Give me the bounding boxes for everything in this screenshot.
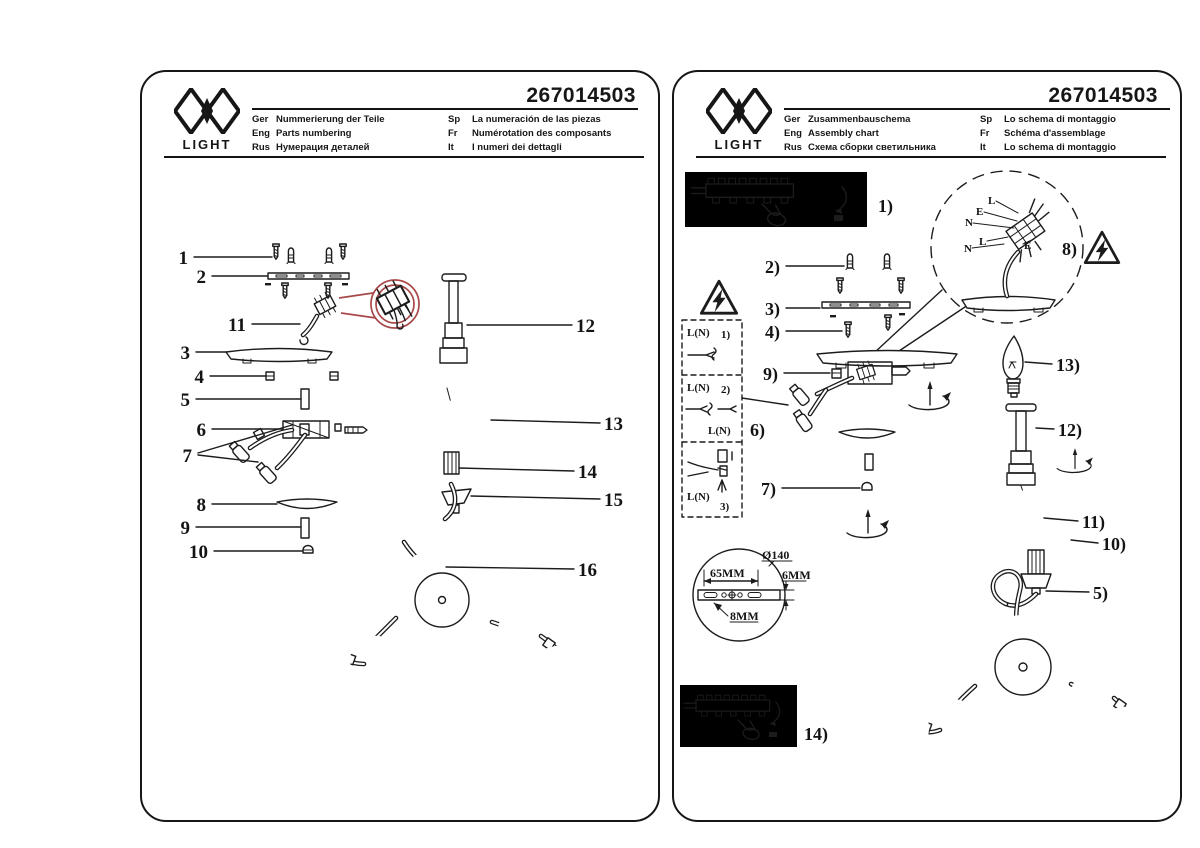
part-label-9: 9 <box>180 518 190 539</box>
lang-text: Нумерация деталей <box>276 142 370 153</box>
wire-ln-label: L(N) <box>687 327 710 339</box>
part-label-14: 14 <box>578 462 597 483</box>
part-9-tube-drawing <box>181 518 310 539</box>
mains-connection-detail <box>931 171 1083 323</box>
part-15-holder-drawing <box>442 489 623 513</box>
step-label-6: 6) <box>750 420 765 440</box>
lang-text: Numérotation des composants <box>472 128 612 139</box>
model-number: 267014503 <box>526 84 636 107</box>
dim-65mm: 65MM <box>710 566 745 580</box>
dish-and-stem <box>839 429 895 470</box>
step-3-bar <box>765 278 910 330</box>
lang-text: Схема сборки светильника <box>808 142 936 153</box>
part-10-cap-drawing <box>189 542 313 563</box>
step-label-10: 10) <box>1102 534 1126 554</box>
assembly-diagram <box>674 72 1180 820</box>
step-label-9: 9) <box>763 364 778 384</box>
part-label-15: 15 <box>604 490 623 511</box>
dim-6mm: 6MM <box>782 568 811 582</box>
rotation-arrow-icon <box>847 509 889 538</box>
step-label-13: 13) <box>1056 355 1080 375</box>
part-label-3: 3 <box>180 343 190 364</box>
part-label-4: 4 <box>194 367 204 388</box>
part-label-12: 12 <box>576 316 595 337</box>
step-label-3: 3) <box>765 299 780 319</box>
step-label-12: 12) <box>1058 420 1082 440</box>
part-label-1: 1 <box>178 248 188 269</box>
lang-tag: Ger <box>252 114 269 125</box>
part-3-canopy-drawing <box>181 343 333 364</box>
step-label-7: 7) <box>761 479 776 499</box>
lang-tag: Fr <box>448 128 458 139</box>
step-label-2: 2) <box>765 257 780 277</box>
step-2-anchors <box>765 254 891 278</box>
lang-tag: Sp <box>448 114 461 125</box>
wire-n-label: N <box>964 243 972 255</box>
dim-8mm: 8MM <box>730 609 759 623</box>
part-11-wire-drawing <box>228 279 419 344</box>
step-label-1: 1) <box>878 196 893 216</box>
step-label-4: 4) <box>765 322 780 342</box>
warning-triangle-icon <box>1085 232 1119 262</box>
lang-text: Nummerierung der Teile <box>276 114 385 125</box>
step-13-bulb <box>1003 336 1080 397</box>
part-label-13: 13 <box>604 414 623 435</box>
step-9-wiring <box>742 360 910 441</box>
rotation-arrow-icon <box>1057 448 1093 472</box>
lang-tag: Rus <box>784 142 802 153</box>
assembled-fixture-drawing <box>836 615 1178 798</box>
step-1-terminal-box <box>685 172 893 231</box>
part-label-16: 16 <box>578 560 597 581</box>
lang-text: Parts numbering <box>276 128 352 139</box>
lang-text: Zusammenbauschema <box>808 114 911 125</box>
lang-text: Lo schema di montaggio <box>1004 142 1116 153</box>
dim-diameter: Ø140 <box>762 548 790 562</box>
logo-word: LIGHT <box>182 137 232 152</box>
lang-tag: Fr <box>980 128 990 139</box>
part-label-11: 11 <box>228 315 246 336</box>
step-label-3b: 3) <box>720 501 730 513</box>
part-8-dish-drawing <box>197 495 338 516</box>
lang-tag: Ger <box>784 114 801 125</box>
lang-text: I numeri dei dettagli <box>472 142 562 153</box>
lang-text: Lo schema di montaggio <box>1004 114 1116 125</box>
page-assembly-chart <box>672 70 1182 822</box>
part-5-spacer-drawing <box>181 389 310 411</box>
part-label-10: 10 <box>189 542 208 563</box>
step-7-cap <box>761 479 872 500</box>
model-number: 267014503 <box>1048 84 1158 107</box>
step-14-terminal-box <box>680 685 828 747</box>
step-4-screw <box>765 322 851 343</box>
step-label-1b: 1) <box>721 329 731 341</box>
page-parts-numbering <box>140 70 660 822</box>
step-label-5: 5) <box>1093 583 1108 603</box>
rotation-arrow-icon <box>909 381 951 410</box>
lang-tag: Eng <box>784 128 802 139</box>
part-label-7: 7 <box>182 446 192 467</box>
part-1-screws-drawing <box>179 244 347 269</box>
step-label-14: 14) <box>804 724 828 744</box>
wire-l-label: L <box>979 236 987 248</box>
wire-prep-box <box>682 320 742 517</box>
warning-triangle-icon <box>701 281 736 313</box>
dimension-detail <box>693 548 811 641</box>
part-4-nuts-drawing <box>195 367 339 388</box>
steps-10-11-shade <box>984 483 1126 594</box>
lang-tag: It <box>980 142 986 153</box>
wire-l-label: L <box>988 195 996 207</box>
lang-tag: Sp <box>980 114 993 125</box>
part-12-socket-sleeve-drawing <box>440 274 595 363</box>
step-label-8: 8) <box>1062 239 1077 259</box>
parts-diagram <box>142 72 658 820</box>
lang-text: Assembly chart <box>808 128 879 139</box>
wire-ln-label: L(N) <box>687 491 710 503</box>
logo-word: LIGHT <box>714 137 764 152</box>
part-label-5: 5 <box>180 390 190 411</box>
wire-ln-label: L(N) <box>687 382 710 394</box>
part-label-8: 8 <box>196 495 206 516</box>
part-label-6: 6 <box>196 420 206 441</box>
wire-n-label: N <box>965 217 973 229</box>
part-label-2: 2 <box>196 267 206 288</box>
lang-text: La numeración de las piezas <box>472 114 601 125</box>
wire-ln-label: L(N) <box>708 425 731 437</box>
wire-e-label: E <box>1024 240 1032 252</box>
wire-e-label: E <box>976 206 984 218</box>
part-16-body-drawing <box>258 484 612 737</box>
step-label-2b: 2) <box>721 384 731 396</box>
lang-tag: Rus <box>252 142 270 153</box>
lang-tag: Eng <box>252 128 270 139</box>
step-label-11: 11) <box>1082 512 1106 532</box>
lang-text: Schéma d'assemblage <box>1004 128 1106 139</box>
lang-tag: It <box>448 142 454 153</box>
